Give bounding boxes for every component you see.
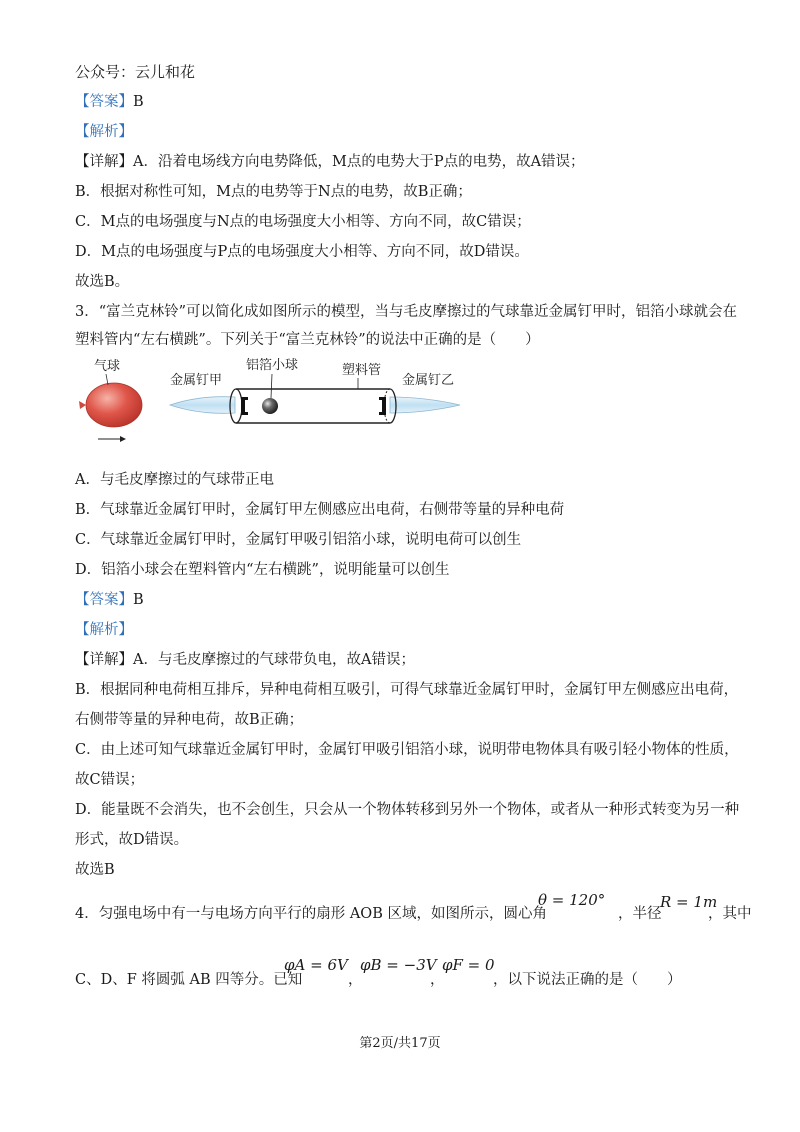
- q4-stem-tail: ，其中: [708, 906, 752, 922]
- separator: ，: [348, 972, 363, 988]
- detail-tag: 【详解】: [75, 154, 133, 170]
- q3-detail-c2: 故C错误；: [75, 772, 145, 788]
- radius-formula: R = 1m: [660, 893, 718, 911]
- q3-conclusion: 故选B: [75, 862, 115, 878]
- nail-b-shape: [390, 397, 460, 413]
- q3-detail-d2: 形式，故D错误。: [75, 832, 189, 848]
- q3-option-d: D．铝箔小球会在塑料管内“左右横跳”，说明能量可以创生: [75, 562, 450, 578]
- q3-option-c: C．气球靠近金属钉甲时，金属钉甲吸引铝箔小球，说明电荷可以创生: [75, 532, 522, 548]
- nail-a-shape: [170, 397, 235, 414]
- q3-detail-d1: D．能量既不会消失，也不会创生，只会从一个物体转移到另外一个物体，或者从一种形式转变为另一种: [75, 802, 740, 818]
- arrow-right-icon: [98, 436, 126, 442]
- q3-detail-b2: 右侧带等量的异种电荷，故B正确；: [75, 712, 304, 728]
- page-footer: 第2页/共17页: [359, 1036, 441, 1051]
- q2-answer-line: [75, 92, 144, 112]
- q3-stem-line1: 3．“富兰克林铃”可以简化成如图所示的模型，当与毛皮摩擦过的气球靠近金属钉甲时，铝箔小球就会在: [75, 304, 738, 320]
- q2-detail-b: B．根据对称性可知，M点的电势等于N点的电势，故B正确；: [75, 184, 472, 200]
- detail-tag: 【详解】: [75, 652, 133, 668]
- q4-stem-line1-text: 4．匀强电场中有一与电场方向平行的扇形 AOB 区域，如图所示，圆心角: [75, 906, 547, 922]
- franklin-bell-figure: [70, 352, 470, 448]
- q4-stem-line2-tail: ，以下说法正确的是（ ）: [493, 972, 682, 988]
- answer-value: B: [133, 592, 144, 608]
- q3-detail-a: 【详解】A．与毛皮摩擦过的气球带负电，故A错误；: [75, 652, 415, 668]
- separator: ，: [430, 972, 445, 988]
- phi-b-formula: φB = −3V: [360, 956, 437, 974]
- answer-value: B: [133, 94, 144, 110]
- foil-ball-label: 铝箔小球: [246, 358, 299, 373]
- tube-label: 塑料管: [342, 363, 382, 378]
- q2-conclusion: 故选B。: [75, 274, 130, 290]
- q3-option-b: B．气球靠近金属钉甲时，金属钉甲左侧感应出电荷，右侧带等量的异种电荷: [75, 502, 565, 518]
- right-bell-cap: [379, 397, 386, 415]
- q4-stem-radius-text: ，半径: [618, 906, 662, 922]
- q3-answer-line: [75, 590, 144, 610]
- nail-b-label: 金属钉乙: [402, 373, 455, 388]
- balloon-label: 气球: [94, 359, 121, 374]
- balloon-illustration: [79, 374, 142, 427]
- nail-a-label: 金属钉甲: [170, 373, 223, 388]
- theta-formula: θ = 120°: [538, 891, 606, 909]
- left-bell-cap: [241, 397, 248, 415]
- q3-stem-line2: 塑料管内“左右横跳”。下列关于“富兰克林铃”的说法中正确的是（ ）: [75, 332, 540, 348]
- q2-analysis-tag: 【解析】: [75, 124, 133, 140]
- foil-ball: [262, 398, 278, 414]
- q4-stem-line2-text: C、D、F 将圆弧 AB 四等分。已知: [75, 972, 303, 988]
- account-header: 公众号：云儿和花: [75, 63, 196, 81]
- q2-detail-a: 【详解】A．沿着电场线方向电势降低，M点的电势大于P点的电势，故A错误；: [75, 154, 585, 170]
- phi-a-formula: φA = 6V: [284, 956, 348, 974]
- q3-analysis-tag: 【解析】: [75, 622, 133, 638]
- q2-detail-c: C．M点的电场强度与N点的电场强度大小相等、方向不同，故C错误；: [75, 214, 531, 230]
- q3-option-a: A．与毛皮摩擦过的气球带正电: [75, 472, 274, 488]
- answer-tag: 【答案】: [75, 94, 133, 110]
- answer-tag: 【答案】: [75, 592, 133, 608]
- phi-f-formula: φF = 0: [442, 956, 495, 974]
- plastic-tube: [230, 389, 396, 423]
- q3-detail-c1: C．由上述可知气球靠近金属钉甲时，金属钉甲吸引铝箔小球，说明带电物体具有吸引轻小物体的性质，: [75, 742, 739, 758]
- q3-detail-b1: B．根据同种电荷相互排斥，异种电荷相互吸引，可得气球靠近金属钉甲时，金属钉甲左侧感应出电荷，: [75, 682, 739, 698]
- q2-detail-d: D．M点的电场强度与P点的电场强度大小相等、方向不同，故D错误。: [75, 244, 529, 260]
